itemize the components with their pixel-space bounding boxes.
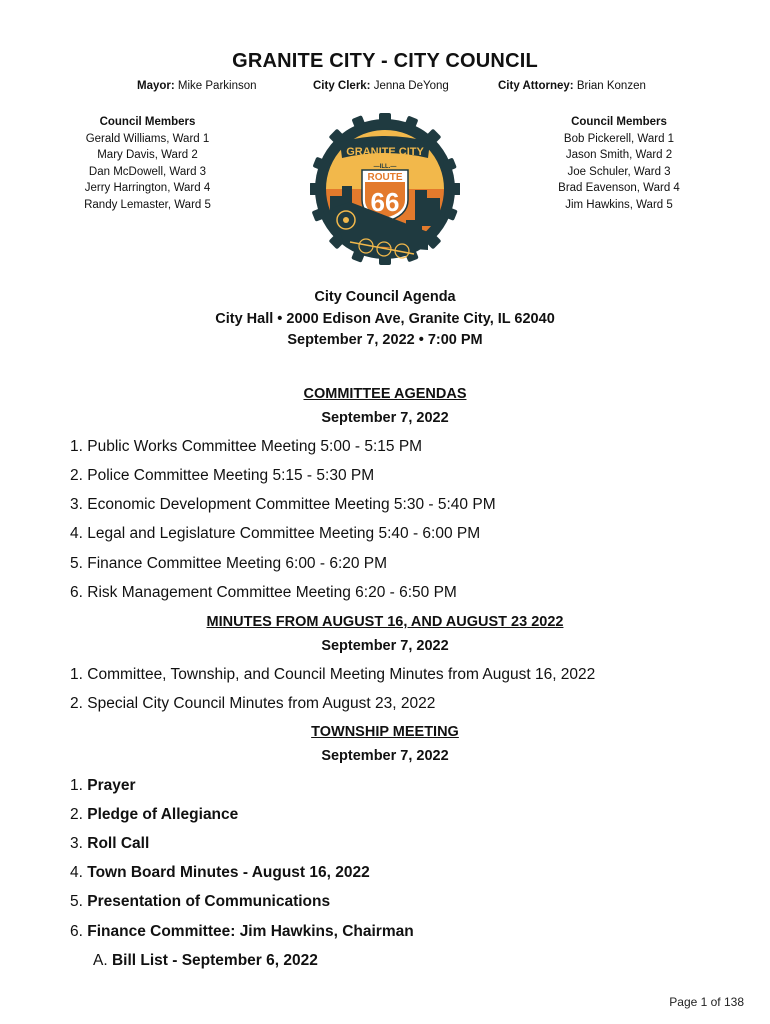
item-number: 6.: [70, 923, 83, 940]
member-name: Randy Lemaster, Ward 5: [84, 198, 211, 211]
item-number: 6.: [70, 584, 83, 601]
page-number: Page 1 of 138: [669, 995, 744, 1009]
member-name: Jason Smith, Ward 2: [565, 149, 673, 162]
township-section-header: [0, 720, 770, 768]
item-letter: A.: [93, 952, 108, 969]
attorney-name: Brian Konzen: [576, 80, 646, 92]
agenda-title: City Council Agenda: [314, 289, 456, 305]
item-number: 1.: [70, 438, 83, 455]
item-text: Presentation of Communications: [87, 893, 331, 910]
section-heading: COMMITTEE AGENDAS: [303, 386, 467, 402]
member-name: Jerry Harrington, Ward 4: [84, 182, 211, 195]
agenda-item: [70, 466, 374, 486]
section-date: September 7, 2022: [321, 748, 449, 764]
item-number: 2.: [70, 467, 83, 484]
member-name: Bob Pickerell, Ward 1: [563, 132, 675, 145]
city-attorney: [498, 80, 646, 92]
item-text: Finance Committee: Jim Hawkins, Chairman: [87, 923, 414, 940]
item-text: Police Committee Meeting 5:15 - 5:30 PM: [87, 467, 375, 484]
item-text: Roll Call: [87, 835, 150, 852]
section-heading: TOWNSHIP MEETING: [311, 724, 459, 740]
clerk-name: Jenna DeYong: [373, 80, 449, 92]
gear-emblem-icon: [310, 113, 460, 265]
council-members-left: [70, 114, 225, 214]
agenda-item: [70, 805, 238, 825]
agenda-item: [70, 495, 496, 515]
item-text: Bill List - September 6, 2022: [111, 952, 318, 969]
item-number: 3.: [70, 496, 83, 513]
mayor-name: Mike Parkinson: [177, 80, 257, 92]
agenda-item: [70, 524, 480, 544]
mayor-role: Mayor:: [137, 80, 175, 92]
seal-sub-text: —ILL.—: [373, 164, 397, 170]
item-number: 1.: [70, 777, 83, 794]
minutes-section-header: [0, 610, 770, 658]
item-number: 5.: [70, 555, 83, 572]
seal-route-number: 66: [370, 187, 400, 217]
item-text: Legal and Legislature Committee Meeting 5:40 - 6:00 PM: [87, 525, 481, 542]
item-number: 4.: [70, 864, 83, 881]
agenda-item: [70, 922, 414, 942]
agenda-datetime: September 7, 2022 • 7:00 PM: [287, 332, 483, 348]
item-text: Town Board Minutes - August 16, 2022: [87, 864, 370, 881]
committee-section-header: [0, 382, 770, 430]
item-number: 3.: [70, 835, 83, 852]
member-name: Jim Hawkins, Ward 5: [565, 198, 673, 211]
item-text: Finance Committee Meeting 6:00 - 6:20 PM: [87, 555, 388, 572]
item-text: Committee, Township, and Council Meeting Minutes from August 16, 2022: [87, 666, 596, 683]
agenda-item: [70, 863, 370, 883]
clerk-role: City Clerk:: [313, 80, 371, 92]
item-number: 2.: [70, 695, 83, 712]
document-title: GRANITE CITY - CITY COUNCIL: [232, 50, 538, 72]
member-name: Mary Davis, Ward 2: [97, 149, 198, 162]
item-number: 4.: [70, 525, 83, 542]
member-name: Dan McDowell, Ward 3: [88, 165, 207, 178]
section-date: September 7, 2022: [321, 410, 449, 426]
agenda-subitem: [93, 951, 318, 971]
mayor: [137, 80, 257, 92]
city-clerk: [313, 80, 449, 92]
agenda-item: [70, 892, 330, 912]
member-name: Brad Eavenson, Ward 4: [558, 182, 680, 195]
agenda-item: [70, 554, 387, 574]
section-heading: MINUTES FROM AUGUST 16, AND AUGUST 23 2022: [206, 614, 564, 630]
members-heading: Council Members: [571, 116, 667, 128]
item-number: 1.: [70, 666, 83, 683]
item-text: Pledge of Allegiance: [87, 806, 239, 823]
section-date: September 7, 2022: [321, 638, 449, 654]
item-text: Risk Management Committee Meeting 6:20 - 6:50 PM: [87, 584, 457, 601]
item-text: Prayer: [87, 777, 136, 794]
agenda-location: City Hall • 2000 Edison Ave, Granite City, IL 62040: [215, 310, 555, 327]
seal-route-text: ROUTE: [367, 172, 403, 183]
item-number: 2.: [70, 806, 83, 823]
agenda-item: [70, 834, 149, 854]
agenda-item: [70, 583, 457, 603]
member-name: Joe Schuler, Ward 3: [567, 165, 671, 178]
item-text: Special City Council Minutes from August 23, 2022: [87, 695, 436, 712]
agenda-item: [70, 694, 435, 714]
item-text: Economic Development Committee Meeting 5:30 - 5:40 PM: [87, 496, 496, 513]
agenda-item: [70, 776, 136, 796]
council-members-right: [540, 114, 698, 214]
agenda-item: [70, 665, 595, 685]
city-seal-logo: [310, 104, 460, 274]
agenda-header: [0, 287, 770, 352]
attorney-role: City Attorney:: [498, 80, 574, 92]
member-name: Gerald Williams, Ward 1: [85, 132, 210, 145]
seal-top-text: GRANITE CITY: [346, 146, 424, 158]
item-text: Public Works Committee Meeting 5:00 - 5:15 PM: [87, 438, 423, 455]
members-heading: Council Members: [99, 116, 196, 128]
item-number: 5.: [70, 893, 83, 910]
agenda-item: [70, 437, 422, 457]
